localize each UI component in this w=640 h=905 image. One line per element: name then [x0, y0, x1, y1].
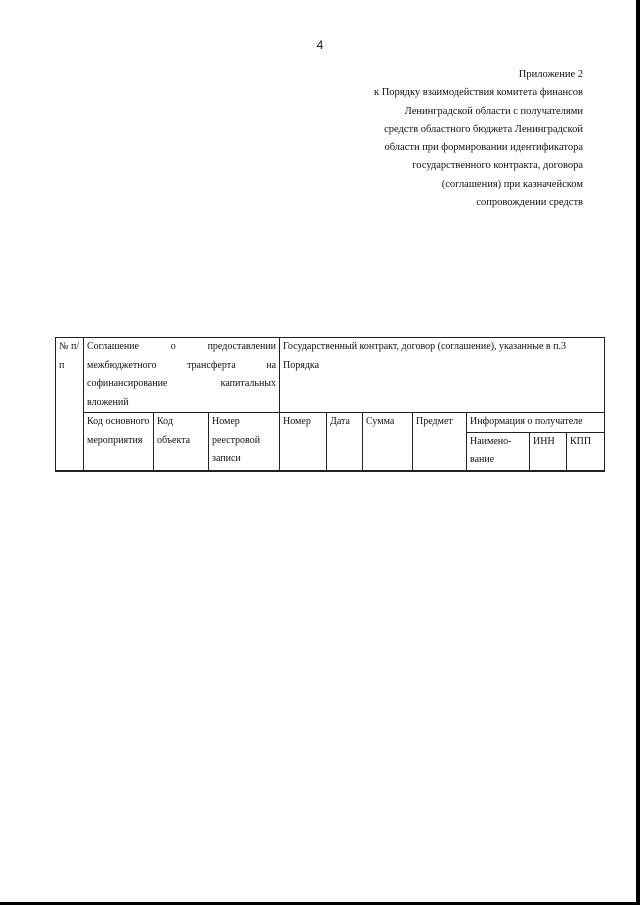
- recipient-kpp-header: КПП: [567, 432, 605, 470]
- agreement-line: Соглашение о предоставлении: [87, 341, 277, 352]
- appendix-line: сопровождении средств: [476, 197, 583, 209]
- contract-sum-header: Сумма: [363, 413, 413, 471]
- registry-number-header: Номер реестровой записи: [209, 413, 280, 471]
- agreement-line: вложений: [87, 396, 129, 408]
- recipient-name-header: Наимено-вание: [467, 432, 530, 470]
- appendix-line: Приложение 2: [518, 69, 583, 80]
- appendix-line: (соглашения) при казначейском: [441, 178, 583, 190]
- column-number-header: № п/п: [56, 338, 84, 471]
- appendix-line: Ленинградской области с получателями: [404, 105, 583, 117]
- appendix-header: [323, 66, 583, 212]
- scan-edge-right: [636, 0, 640, 905]
- empty-data-row: [56, 470, 605, 471]
- event-code-header: Код основного мероприятия: [84, 413, 154, 471]
- agreement-header: [84, 338, 280, 413]
- appendix-line: средств областного бюджета Ленинградской: [384, 123, 583, 135]
- contract-date-header: Дата: [327, 413, 363, 471]
- object-code-header: Код объекта: [154, 413, 209, 471]
- appendix-line: к Порядку взаимодействия комитета финансов: [373, 87, 583, 99]
- appendix-line: государственного контракта, договора: [412, 160, 583, 172]
- agreement-line: межбюджетного трансферта на: [87, 359, 277, 371]
- recipient-info-header: Информация о получателе: [467, 413, 605, 433]
- identifier-form-table: [55, 337, 605, 472]
- contract-header: Государственный контракт, договор (соглашение), указанные в п.3 Порядка: [280, 338, 605, 413]
- agreement-line: софинансирование капитальных: [87, 378, 277, 389]
- recipient-inn-header: ИНН: [530, 432, 567, 470]
- appendix-line: области при формировании идентификатора: [384, 142, 583, 154]
- contract-number-header: Номер: [280, 413, 327, 471]
- contract-subject-header: Предмет: [413, 413, 467, 471]
- page-number: 4: [316, 38, 324, 52]
